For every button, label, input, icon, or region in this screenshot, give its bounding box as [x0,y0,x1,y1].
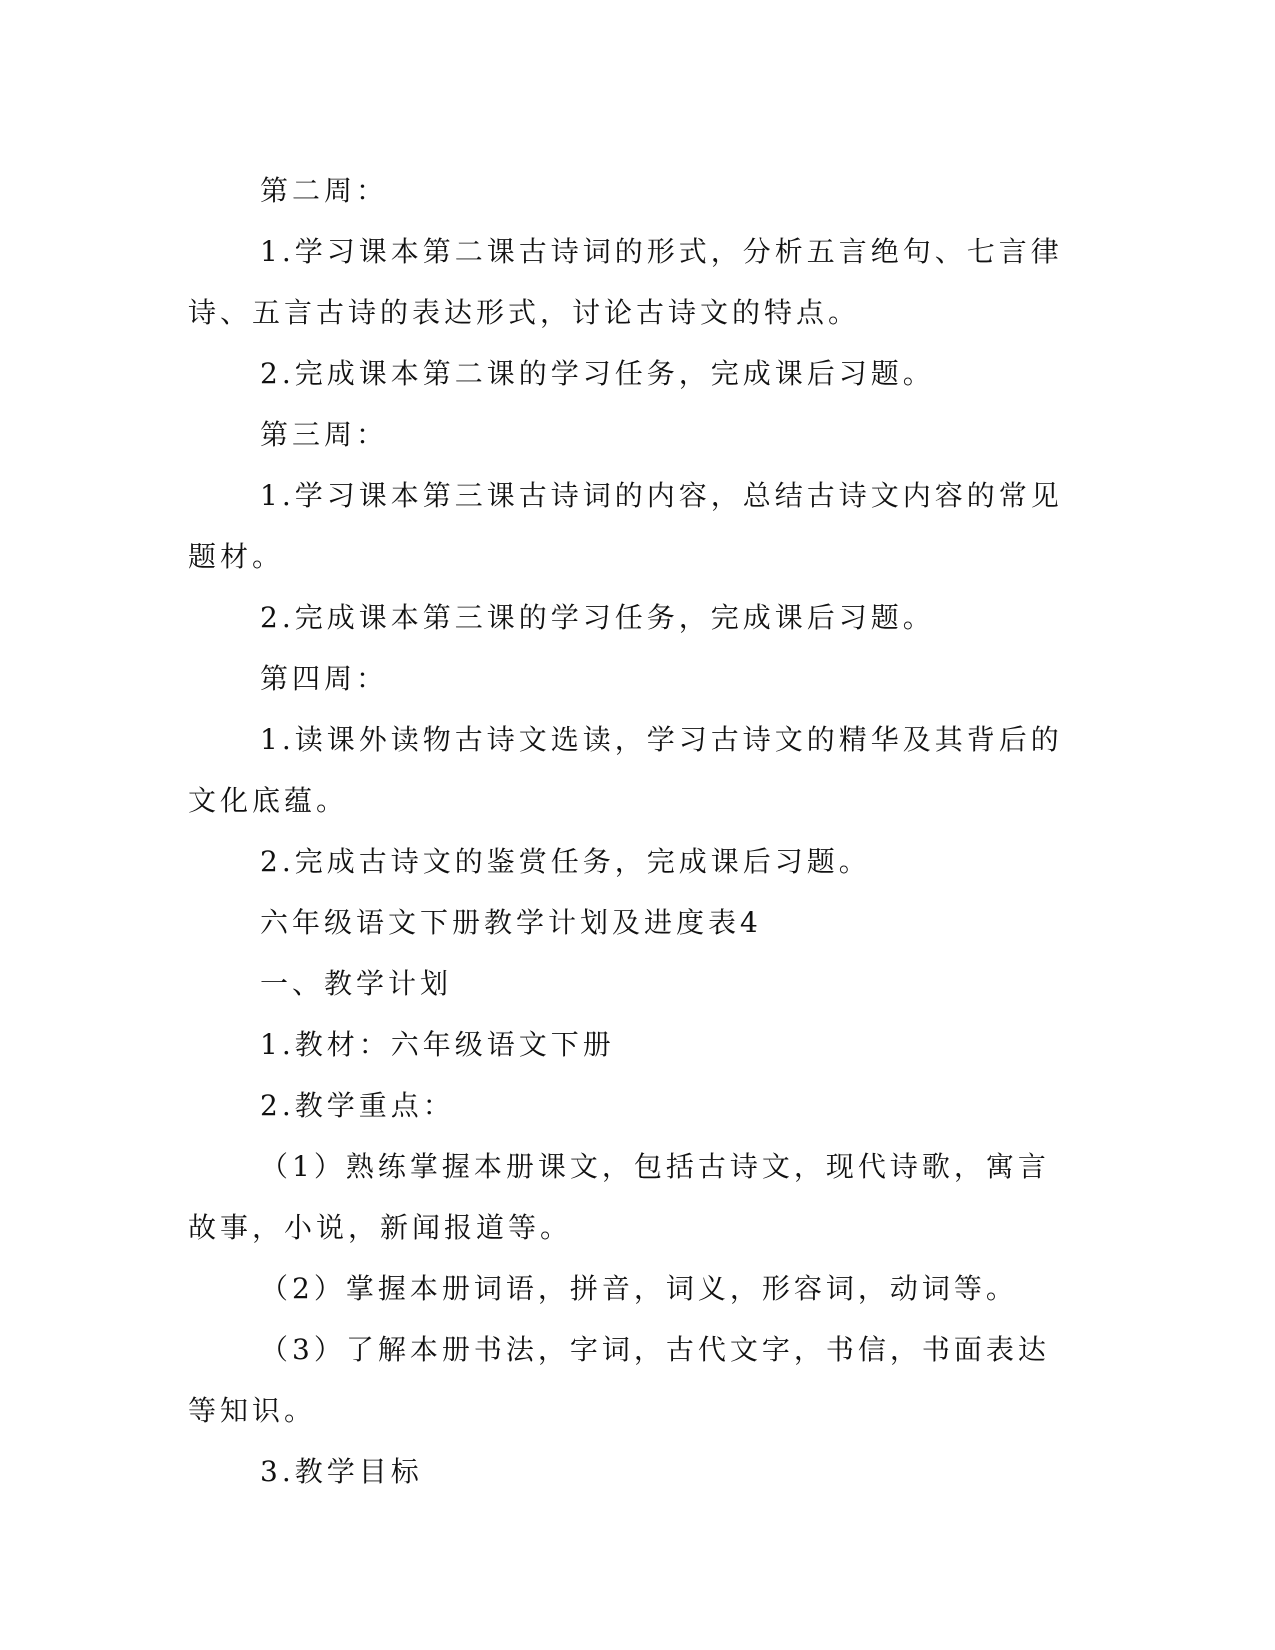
key-points-heading: 2.教学重点： [260,1089,455,1122]
document-body [188,160,1068,1502]
goals-heading: 3.教学目标 [260,1455,423,1488]
week-2-item-1: 1.学习课本第二课古诗词的形式，分析五言绝句、七言律诗、五言古诗的表达形式，讨论古诗文的特点。 [188,235,1063,329]
week-4-item-1: 1.读课外读物古诗文选读，学习古诗文的精华及其背后的文化底蕴。 [188,723,1063,817]
week-2-heading: 第二周： [260,174,389,207]
week-3-heading: 第三周： [260,418,389,451]
key-point-3: （3）了解本册书法，字词，古代文字，书信，书面表达等知识。 [188,1333,1050,1427]
week-4-heading: 第四周： [260,662,389,695]
key-point-1: （1）熟练掌握本册课文，包括古诗文，现代诗歌，寓言故事，小说，新闻报道等。 [188,1150,1050,1244]
key-point-2: （2）掌握本册词语，拼音，词义，形容词，动词等。 [260,1272,1018,1305]
week-3-item-1: 1.学习课本第三课古诗词的内容，总结古诗文内容的常见题材。 [188,479,1063,573]
section-title: 六年级语文下册教学计划及进度表4 [260,906,762,939]
week-3-item-2: 2.完成课本第三课的学习任务，完成课后习题。 [260,601,935,634]
textbook-line: 1.教材：六年级语文下册 [260,1028,615,1061]
week-4-item-2: 2.完成古诗文的鉴赏任务，完成课后习题。 [260,845,871,878]
plan-heading: 一、教学计划 [260,967,453,1000]
week-2-item-2: 2.完成课本第二课的学习任务，完成课后习题。 [260,357,935,390]
